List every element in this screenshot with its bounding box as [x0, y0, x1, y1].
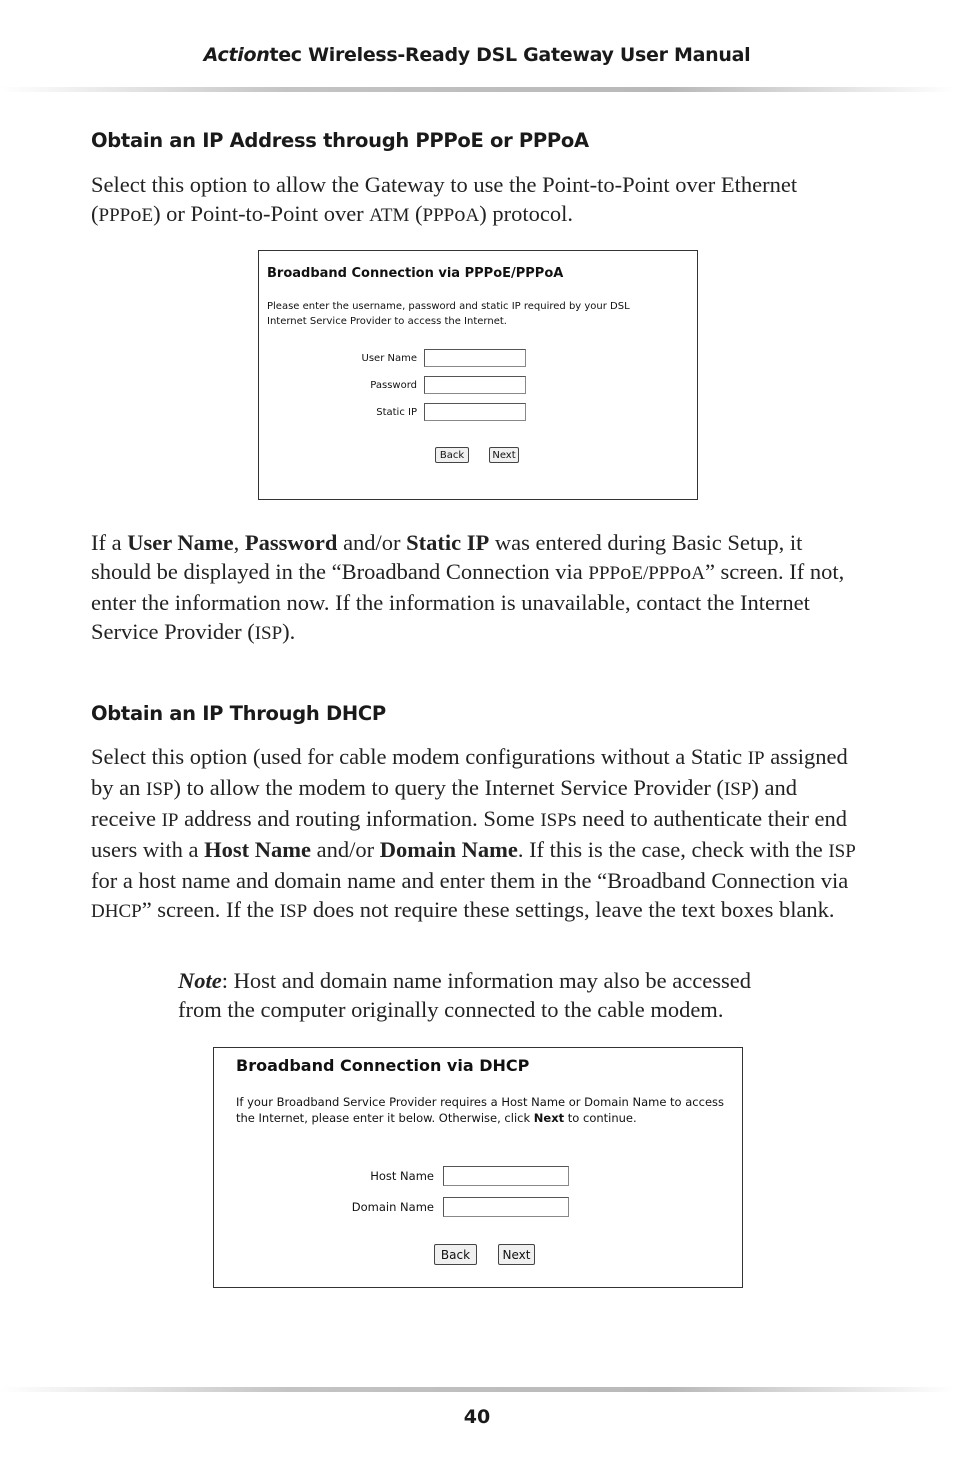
- pppoe-followup-paragraph: If a User Name, Password and/or Static IP was entered during Basic Setup, it should be displayed in the “Broadband Connection via PPPoE/PPPoA” screen. If not, enter the information now. If the information is unavailable, contact the Internet Service Provider (ISP).: [91, 530, 845, 644]
- section-heading-dhcp: Obtain an IP Through DHCP: [91, 702, 386, 725]
- footer-rule: [0, 1387, 954, 1392]
- note-paragraph: Note: Host and domain name information may also be accessed from the computer originally connected to the cable modem.: [178, 968, 751, 1022]
- static-ip-row: [319, 403, 526, 421]
- header-title-text: tec Wireless-Ready DSL Gateway User Manual: [269, 44, 751, 66]
- pppoe-screen-figure: [258, 250, 698, 500]
- dhcp-next-button[interactable]: Next: [498, 1244, 535, 1265]
- static-ip-input[interactable]: [424, 403, 526, 421]
- next-button[interactable]: Next: [489, 447, 519, 463]
- password-row: [319, 376, 526, 394]
- password-label: Password: [370, 379, 417, 391]
- back-button[interactable]: Back: [435, 447, 469, 463]
- domain-name-row: [324, 1197, 569, 1217]
- dhcp-screen-figure: [213, 1047, 743, 1288]
- running-header: [0, 44, 954, 66]
- host-name-row: [324, 1166, 569, 1186]
- dhcp-screen-description: If your Broadband Service Provider requires a Host Name or Domain Name to access the Internet, please enter it below. Otherwise, click Next to continue.: [236, 1095, 724, 1125]
- domain-name-input[interactable]: [443, 1197, 569, 1217]
- pppoe-intro-paragraph: Select this option to allow the Gateway to use the Point-to-Point over Ethernet (PPPoE) or Point-to-Point over ATM (PPPoA) protocol.: [91, 172, 798, 226]
- pppoe-screen-description: Please enter the username, password and static IP required by your DSL Internet Service Provider to access the Internet.: [267, 301, 630, 327]
- note-label: Note: [178, 968, 222, 993]
- brand-italic: Action: [203, 44, 270, 66]
- host-name-label: Host Name: [370, 1169, 434, 1183]
- dhcp-back-button[interactable]: Back: [434, 1244, 477, 1265]
- page-number: 40: [463, 1406, 491, 1428]
- section-heading-pppoe: Obtain an IP Address through PPPoE or PPPoA: [91, 129, 589, 152]
- static-ip-label: Static IP: [376, 406, 417, 418]
- dhcp-body-paragraph: Select this option (used for cable modem configurations without a Static IP assigned by an ISP) to allow the modem to query the Internet Service Provider (ISP) and receive IP address and routing information. Some ISPs need to authenticate their end users with a Host Name and/or Domain Name. If this is the case, check with the ISP for a host name and domain name and enter them in the “Broadband Connection via DHCP” screen. If the ISP does not require these settings, leave the text boxes blank.: [91, 744, 856, 922]
- domain-name-label: Domain Name: [351, 1200, 434, 1214]
- password-input[interactable]: [424, 376, 526, 394]
- user-name-row: [319, 349, 526, 367]
- host-name-input[interactable]: [443, 1166, 569, 1186]
- header-rule: [0, 87, 954, 92]
- pppoe-screen-title: Broadband Connection via PPPoE/PPPoA: [267, 266, 564, 281]
- user-name-input[interactable]: [424, 349, 526, 367]
- dhcp-screen-title: Broadband Connection via DHCP: [236, 1056, 530, 1075]
- user-name-label: User Name: [361, 352, 417, 364]
